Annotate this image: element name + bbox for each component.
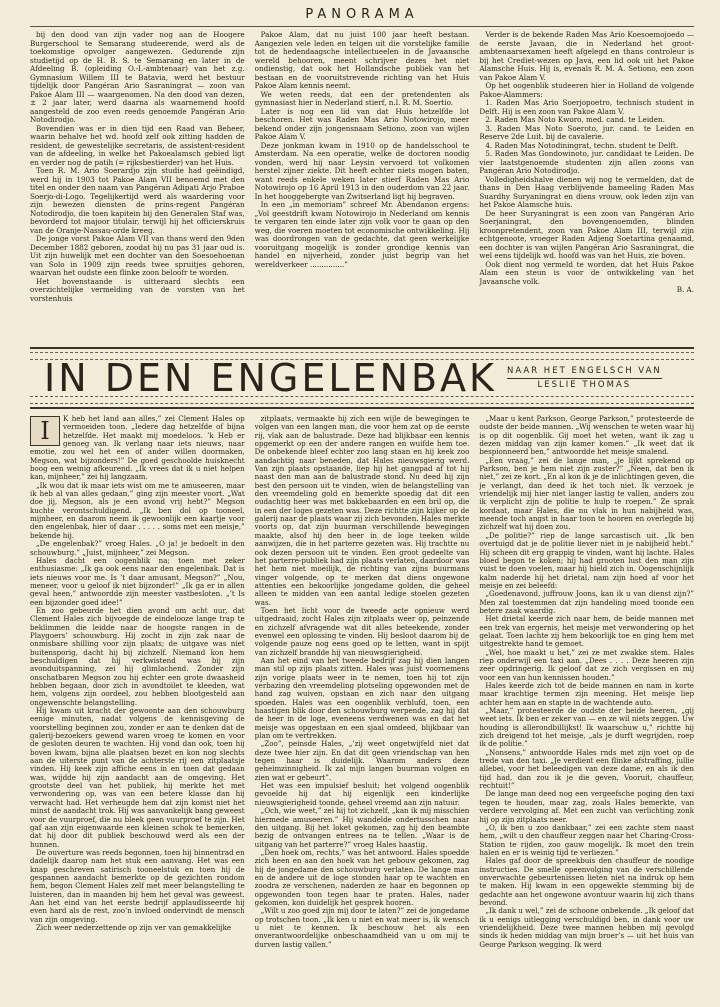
paragraph: Hij kwam uit kracht der gewoonte aan den schouwburg eenige minuten, nadat volgens de kennisgeving de voorstelling beginnen zou, zonder er aan te denken dat de galerij-bezoekers gewend waren vroeg te komen en voor de gesloten deuren te wachten. Hij vond dan ook, toen hij boven kwam, bijna alle plaatsen bezet en kon nog slechts aan de uiterste punt van de achterste rij een zitplaatsje vinden. Hij keek zijn affiche eens in en toen dat gedaan was, wijdde hij zijn aandacht aan de omgeving. Het grootste deel van het publiek, hij merkte het met verwondering op, was van een betere klasse dan hij verwacht had. Het verheugde hem dat zijn komst niet het minst de aandacht trok. Hij was aanvankelijk bang geweest voor de vuurproef, die nu bleek geen vuurproef te zijn. Het gaf aan zijn eigenwaarde een kleinen schok te bemerken, dat hij door dit publiek beschouwd werd als een der hunnen. [30,706,245,849]
paragraph: De ouverture was reeds begonnen, toen hij binnentrad en dadelijk daarop nam het stuk een aanvang. Het was een knap geschreven satirisch tooneelstuk en toen hij de gespannen aandacht bemerkte op de gezichten rondom hem, begon Clement Hales zelf met meer belangstelling te luisteren, dan in maanden bij hem het geval was geweest. Aan het eind van het eerste bedrijf applaudisseerde hij even hard als de rest, zoo’n invloed ondervindt de mensch van zijn omgeving. [30,847,245,924]
paragraph: We weten reeds, dat een der pretendenten als gymnasiast hier in Nederland stierf, n.l. R. M. Soertio. [254,89,470,107]
story-column-1 [30,415,245,1007]
paragraph: „Maar,” protesteerde de oudste der beide heeren, „gij weet iets. Ik ben er zeker van — en ze wil niets zeggen. Uw houding is allerondbillijkst! Ik waarschuw u,” richtte hij zich dreigend tot het meisje, „als je durft wegrijden, roep ik de politie.” [479,706,694,749]
drop-cap: I [30,416,60,446]
paragraph: „De politie?” riep de lange sarcastisch uit. „Ik ben overtuigd dat je de politie liever niet in je nabijheid hebt.” Hij scheen dit erg grappig te vinden, want hij lachte. Hales bloed begon te koken; hij had grooten lust den man zijn vuist te doen voelen, maar hij hield zich in. Oogenschijnlijk kalm naderde hij het drietal, nam zijn hoed af voor het meisje en zei beleefd: [479,530,694,590]
paragraph: „Goedenavond, juffrouw Joons, kan ik u van dienst zijn?” Men zal toestemmen dat zijn handeling moed toonde een betere zaak waardig. [479,589,694,615]
paragraph: „Nonsens,” antwoordde Hales rnds met zijn voet op de trede van den taxi. „Je verdient een flinke afstraffing, jullie allebei, voor het beleedigen van deze dame, en als ik den tijd had, dan zou ik je die geven. Vooruit, chauffeur, rechtuit!” [479,747,694,791]
paragraph: En zoo gebeurde het dien avond om acht uur, dat Clement Hales zich bijvoegde de eindelooze lange trap te beklimmen die leidde naar de hoogste rangen in de Playgoers’ schouwburg. Hij zocht in zijn zak naar de onmisbare shilling voor zijn plaats; de uitgave was niet buitensporig, dacht hij bij zichzelf. Niemand kon hem beschuldigen dat hij verkwistend was bij zijn avonduitspanning, zei hij glimlachend. Zonder zijn onschatbaren Megson zou hij echter een grote dwaasheid hebben begaan, door zich in avondtoilet te kleeden, wat hem, volgens zijn oordeel, zou hebben blootgesteld aan ongewenschte belangstelling. [30,605,245,707]
list-item: 2. Raden Mas Noto Kworo, med. cand. te Leiden. [485,115,665,124]
paragraph: „De engelenbak?” vroeg Hales. „O ja! je bedoelt in den schouwburg.” „Juist, mijnheer,” zei Megson. [30,539,245,557]
paragraph: Ook dient nog vermeld te worden, dat het Huis Pakoe Alam een steun is voor de ontwikkeling van het Javaansche volk. [479,259,694,286]
paragraph: Het was een impulsief besluit; het volgend oogenblik gevoelde hij dat hij eigenlijk een kinderlijke nieuwsgierigheid toonde, geheel vreemd aan zijn natuur. [254,781,470,807]
paragraph: „Wel, hoe maakt u het,” zei ze met zwakke stem. Hales riep onderwijl een taxi aan. „Dees . . . . Deze heeren zijn zeer opdringerig. Ik geloof dat ze zich vergissen en mij voor een van hun kennissen houden.” [479,647,694,682]
paragraph: Het bovenstaande is uitteraard slechts een overzichtelijke vermelding van de vorsten van het vorstenhuis [30,276,245,303]
paragraph: „Een vraag,” zei de lange man, „je lijkt sprekend op Parkson, ben je hem niet zijn zuster?” „Neen, dat ben ik niet,” zei ze kort. „En al kon ik je de inlichtingen geven, die je verlangt, dan deed ik het toch niet. Ik verzoek je vriendelijk mij hier niet langer lastig te vallen, anders zou ik verplicht zijn de politie te hulp te roepen.” Ze sprak kordaat, maar Hales, die nu vlak in hun nabijheid was, meende toch angst in haar toon te hooren en overlegde bij zichzelf wat hij doen zou. [479,455,694,532]
list-item: 5. Raden Mas Gondowinoto, jur. candidaat te Leiden. De vier laatstgenoemde studenten zijn allen zoons van Pangéran Ario Notodirodjo. [479,149,694,175]
article-column-3 [479,31,694,343]
ornament-border-top [30,352,694,360]
page-header: PANORAMA [305,7,419,22]
paragraph: Zich weer nederzettende op zijn ver van gemakkelijke [36,922,232,932]
paragraph: Verder is de bekende Raden Mas Ario Koesoemojoedo — de eerste Javaan, die in Nederland het groot-ambtenaarsexamen heeft afgelegd en thans controleur is bij het Crediet-wezen op Java, een lid ook uit het Pakoe Alamsche Huis. Hij is, evenals R. M. A. Setiono, een zoon van Pakoe Alam V. [479,31,694,82]
article-column-2 [255,31,470,343]
article-column-1 [30,31,245,343]
story-byline [507,365,662,392]
paragraph: „Ik dank u wel,” zei de schoone onbekende. „Ik geloof dat ik u eenigs uitlegging verschuldigd ben, in dank voor uw vriendelijkheid. Deze twee mannen hebben mij gevolgd sinds ik heden middag van mijn broer’s — uit het huis van George Parkson wegging. Ik werd [479,906,694,949]
paragraph: De heer Suryaningrat is een zoon van Pangéran Ario Soerjaningrat, den bovengenoemden, blinden kroonpretendent, zoon van Pakoe Alam III, terwijl zijn echtgenoote, vroeger Raden Adjeng Soetartina genaamd, een dochter is van wijlen Pangéran Ario Sasraningrat, die wel eens tijdelijk wd. hoofd was van het Huis, zie boven. [479,208,694,260]
paragraph: De lange man deed nog een vergeefsche poging den taxi tegen te houden, maar zag, zoals Hales bemerkte, van verdere vervolging af. Met een zucht van verlichting zonk hij op zijn zitplaats neer. [479,789,694,824]
paragraph: Toen R. M. Ario Soerardjo zijn studie had geëindigd, werd hij in 1903 tot Pakoe Alam VII benoemd met den titel en onder den naam van Pangéran Adipati Arjo Praboe Soerjo-di-Logo. Tegelijkertijd werd als waardering voor zijn bewezen diensten de prins-regent Pangéran Notodirodjo, die toen kapitein bij den Generalen Staf was, bevorderd tot majoor titulair, terwijl hij het officierskruis van de Oranje-Nassau-orde kreeg. [30,166,245,235]
paragraph: Later is nog een lid van dat Huis hetzelfde lot beschoren. Het was Raden Mas Ario Notowirojo, meer bekend onder zijn jongensnaam Setiono, zoon van wijlen Pakoe Alam V. [254,106,470,141]
paragraph: bij den dood van zijn vader nog aan de Hoogere Burgerschool te Semarang studeerende, werd als de toekomstige opvolger aangewezen. Gedurende zijn studietijd op de H. B. S. te Semarang en later in de Afdeeling B. (opleiding O.-I.-ambtenaar) van het z.g. Gymnasium Willem III te Batavia, werd het bestuur tijdelijk door Pangéran Ario Sasraningrat — zoon van Pakoe Alam III — waargenomen. Na den dood van dezen, ± 2 jaar later, werd daarna als waarnemend hoofd aangesteld de zoo even reeds genoemde Pangéran Ario Notodirodjo. [30,31,245,124]
list-item: 4. Raden Mas Notodiningrat, techn. student te Delft. [485,140,679,150]
article-columns [30,31,694,343]
paragraph: Toen het licht voor de tweede acte opnieuw werd uitgedraaid, zocht Hales zijn zitplaats weer op, peinzende en zichzelf afvragende wat dit alles beteekende, zonder evenwel een oplossing te vinden. Hij besloot daarom bij de volgende pauze nog eens goed op te letten, want in spijt van zichzelf brandde hij van nieuwsgierigheid. [254,605,470,657]
paragraph: Het drietal keerde zich naar hem, de beide mannen met een trek van ergernis, het meisje met verwondering op het gelaat. Toen lachte zij hem bekoorlijk toe en ging hem met uitgestrekte hand te gemoet. [479,614,694,649]
paragraph: „Och, wie weet,” zei hij tot zichzelf, „kan ik mij misschien hiermede amuseeren.” Hij wandelde ondertusschen naar den uitgang. Bij het loket gekomen, zag hij den beambte bezig de ontvangen entrees na te tellen. „Waar is de uitgang van het parterre?” vroeg Hales haastig. [254,806,470,849]
byline-line-1: NAAR HET ENGELSCH VAN [507,365,662,379]
paragraph: De jonge vorst Pakoe Alam VII van thans werd den 9den December 1882 geboren, zoodat hij nu pas 31 jaar oud is. Uit zijn huwelijk met een dochter van den Soesoehoenan van Solo in 1909 zijn reeds twee spruitjes geboren, waarvan het oudste een flinke zoon beloofr te worden. [30,234,245,277]
story-banner [30,347,694,409]
paragraph: „Den hoek om, rechts,” was het antwoord. Hales spoedde zich heen en aan den hoek van het gebouw gekomen, zag hij de jongedame den schouwburg verlaten. De lange man en de andere uit de loge stonden haar op te wachten en zoodra ze verschenen, naderden ze haar en begonnen op opgewonden toon tegen haar te praten. Hales, nader gekomen, kon duidelijk het gesprek hooren. [254,847,470,907]
story-columns [30,415,694,1007]
paragraph: Aan het eind van het tweede bedrijf zag hij dien langen man stil op zijn plaats zitten. Hales was juist voornemens zijn vorige plaats weer in te nemen, toen hij tot zijn verbazing den vreemdeling plotseling opgewonden met de hand zag wuiven, opstaan en zich naar den uitgang spoeden. Hales was een oogenblik verblufd, toen, een haastigen blik door den schouwburg werpende, zag hij dat de heer in de loge, eveneens verdwenen was en dat het meisje was opgestaan en een sjaal omdeed, blijkbaar van plan om te vertrekken. [254,655,470,741]
byline-line-2: LESLIE THOMAS [537,379,632,390]
paragraph: Bovendien was er in dien tijd een Raad van Beheer, waarin behalve het wd. hoofd zelf ook zitting hadden de resident, de gewestelijke secretaris, de assistent-resident van de afdeeling, in welke het Pakoealamsch gebied ligt en verder nog de patih (= rijksbestierder) van het Huis. [30,123,245,167]
paragraph: K heb het land aan alles,” zei Clement Hales op vermoeiden toon. „Iedere dag hetzelfde of bijna hetzelfde. Het maakt mij moedeloos. ’k Heb er genoeg van. Ik verlang naar iets nieuws, naar emotie, zou wel het een of ander willen doormaken, Megson, wat bijzonders!” De goed geschoolde huisknecht boog een weinig afkeurend. „Ik vrees dat ik u niet helpen kan, mijnheer,” zei hij langzaam. [30,415,245,482]
paragraph: Deze jonkman kwam in 1910 op de handelsschool te Amsterdam. Na een operatie, welke de doctoren noodig vonden, werd hij naar Leysin vervoerd tot volkomen herstel zijner ziekte. Dit heeft echter niets mogen baten, want reeds enkele weken later stierf Raden Mas Ario Notowirojo op 16 April 1913 in den ouderdom van 22 jaar. In het hooggebergte van Zwitserland ligt hij begraven. [254,140,470,201]
paragraph: „Wilt u zoo goed zijn mij door te laten?” zei de jongedame op trotschen toon. „Ik ken u niet en wat meer is, ik wensch u niet te kennen. Ik beschouw het als een onverantwoordelijke onbeschaamdheid van u om mij te durven lastig vallen.” [254,906,470,949]
story-column-2 [255,415,470,1007]
paragraph: „O, ik ben u zoo dankbaar,” zei een zachte stem naast hem, „wilt u den chauffeur zeggen naar het Charing-Cross-Station te rijden, zoo gauw mogelijk. Ik moet den trein halen en er is weinig tijd te verliezen.” [479,822,694,857]
paragraph: Hales dacht een oogenblik na; toen met zeker enthusiasme: „Ik ga ook eens naar den engelenbak. Dat is iets nieuws voor me. Is ’t daar amusant, Megson?” „Nou, meneer, voor u geloof ik niet bijzonder!” „Ik ga er in allen geval heen,” antwoordde zijn meester vastbesloten. „’t Is een bijzonder goed idee!” [30,555,245,607]
author-signature: B. A. [676,285,694,294]
student-list [479,99,694,176]
paragraph: „Maar u kent Parkson, George Parkson,” protesteerde de oudste der beide mannen. „Wij wenschen te weten waar hij is op dit oogenblik. Gij moet het weten, want ik zag u dezen middag van zijn kamer komen.” „Ik weet dat ik bespionneerd ben,” antwoordde het meisje smalend. [479,415,694,457]
story-title: IN DEN ENGELENBAK [44,356,497,400]
paragraph: zitplaats, vermaakte hij zich een wijle de bewegingen te volgen van een langen man, die voor hem zat op de eerste rij, vlak aan de balustrade. Deze had blijkbaar een kennis opgemerkt op een der andere rangen en wuifde hem toe. De onbekende bleef echter zoo lang staan en hij keek zoo aandachtig naar beneden, dat Hales nieuwsgierig werd. Van zijn plaats opstaande, liep hij het gangpad af tot hij naast den man aan de balustrade stond. Nu deed hij zijn best den persoon uit te vinden, wien de belangstelling van den vreemdeling gold en bemerkte spoedig dat dit een oudachtig heer was met bakkebaarden en een bril op, die in een der loges gezeten was. Deze richtte zijn kijker op de galerij naar de plaats waar zij zich bevonden. Hales merkte voorts op, dat zijn buurman verschillende bewegingen maakte, alsof hij den heer in de loge teeken wilde aanwijzen, die in het parterre gezeten was. Hij trachtte nu ook dezen persoon uit te vinden. Een groot gedeelte van het parterre-publiek had zijn plaats verlaten, daardoor was het hem niet moeilijk, de richting van zijns buurmans vinger volgende, op te merken dat diens ongewone attenties een bekoorlijke jongedame golden, die geheel alleen te midden van een aantal ledige stoelen gezeten was. [254,415,470,607]
header-rule [30,26,694,27]
paragraph: Pakoe Alam, dat nu juist 100 jaar heeft bestaan. Aangezien vele leden en telgen uit die vorstelijke familie tot de hedendaagsche intellectueelen in de Javaansche wereld behooren, meent schrijver dezes het niet ondienstig, dat ook het Hollandsche publiek van het bestaan en de vooruitstrevende richting van het Huis Pakoe Alam kennis neemt. [254,31,470,90]
list-item: 1. Raden Mas Ario Soerjopoetro, technisch student in Delft. Hij is een zoon van Pakoe Alam V. [479,98,694,116]
story-column-3 [479,415,694,1007]
paragraph: Hales gaf door de spreekbuis den chauffeur de noodige instructies. De smelle opeenvolging van de verschillende onverwachte gebeurtenissen lieten niet na indruk op hem te maken. Hij kwam in een opgewekte stemming bij de gedachte aan het ongewone avontuur waarin hij zich thans bevond. [479,856,694,907]
paragraph: „Ik wou dat ik maar iets wist om me te amuseeren, maar ik heb al van alles gedaan,” ging zijn meester voort. „Wat doe jij, Megson, als je een avond vrij hebt?” Megson kuchte verontschuldigend. „Ik ben dol op tooneel, mijnheer, en daarom neem ik gewoonlijk een kaartje voor den engelenbak, hier of daar . . . . . soms met een meisje,” bekende hij. [30,480,245,540]
paragraph: Op het oogenblik studeeren hier in Holland de volgende Pakoe-Alammers: [479,81,694,99]
list-item: 3. Raden Mas Noto Soeroto, jur. cand. te Leiden en Reserve 2de Luit. bij de cavalerie. [479,123,694,141]
paragraph: Hales keerde zich tot de beide mannen en nam in korte maar krachtige termen zijn meening. Het meisje liep achter hem aan en stapte in de wachtende auto. [479,681,694,707]
ornament-border-bottom [30,396,694,404]
paragraph: „Zoo”, peinsde Hales, „’zij weet ongetwijfeld niet dat deze twee hier zijn. En dat dit geen vriendschap van hen tegen haar is duidelijk. Waarom anders deze geheimzinnigheid. Ik zal mijn langen buurman volgen en zien wat er gebeurt”. [254,739,470,782]
paragraph: Volledigheidshalve dienen wij nog te vermelden, dat de thans in Den Haag verblijvende bameeling Raden Mas Suardhy Suryaningrat en diens vrouw, ook leden zijn van het Pakoe Alamsche huis. [479,174,694,209]
paragraph: In een „in memoriam” schreef Mr. Abendanon ergens: „Vol geestdrift kwam Notowirojo in Nederland om kennis te vergaren ten einde later zijn volk voor te gaan op den weg, die voeren moeten tot economische ontwikkeling. Hij was doordrongen van de gedachte, dat geen werkelijke vooruitgang mogelijk is zonder grondige kennis van handel en nijverheid, zonder juist begrip van het wereldverkeer ...............” [254,200,470,269]
